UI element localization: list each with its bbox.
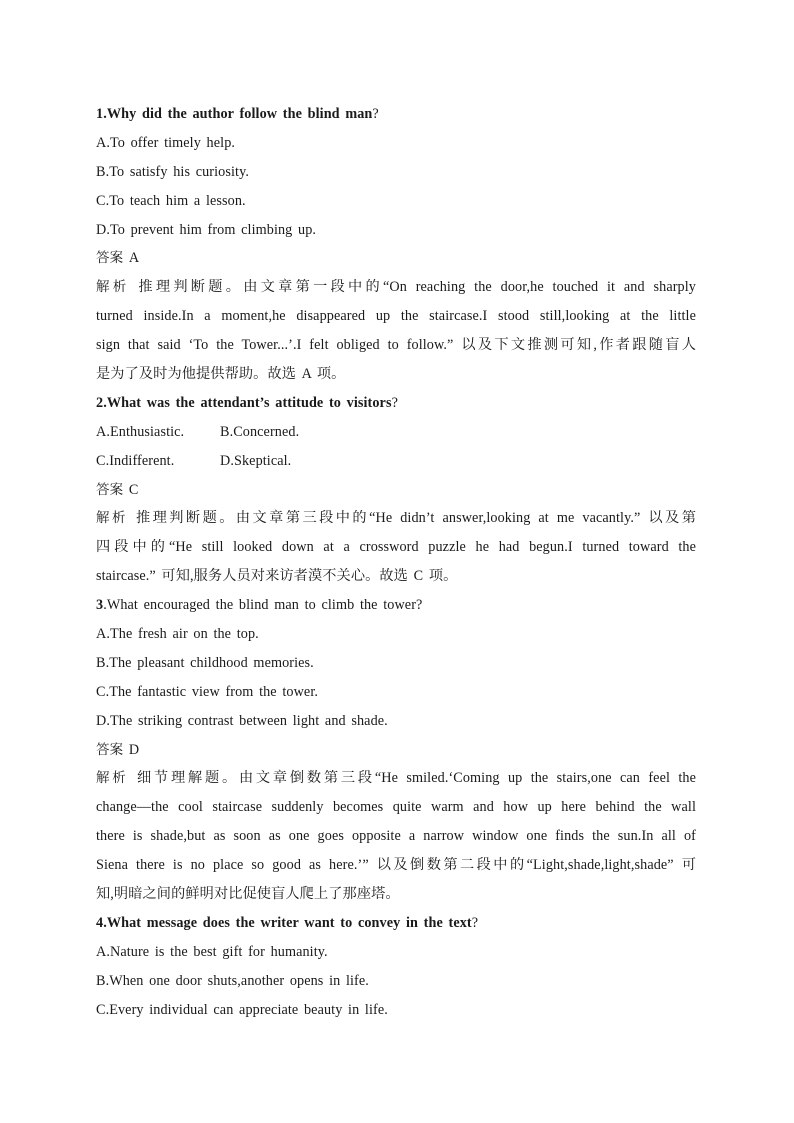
q1-analysis-line: 是为了及时为他提供帮助。故选 A 项。 (96, 366, 346, 383)
q1-option-d: D.To prevent him from climbing up. (96, 221, 317, 238)
q2-option-d: D.Skeptical. (220, 452, 292, 469)
q2-option-b: B.Concerned. (220, 423, 300, 440)
q1-analysis-line: sign that said ‘To the Tower...’.I felt obliged to follow.” 以及下文推测可知,作者跟随盲人 (96, 337, 696, 354)
q2-analysis-line: 解析 推理判断题。由文章第三段中的“He didn’t answer,looking at me vacantly.” 以及第 (96, 510, 696, 527)
question-4: 4.What message does the writer want to convey in the text? (96, 914, 479, 931)
q1-analysis-line: 解析 推理判断题。由文章第一段中的“On reaching the door,he touched it and sharply (96, 279, 696, 296)
answer-label: 答案 (96, 481, 124, 498)
question-content (96, 100, 696, 1025)
q3-analysis-line: 解析 细节理解题。由文章倒数第三段“He smiled.‘Coming up the stairs,one can feel the (96, 770, 697, 787)
q3-analysis-line: there is shade,but as soon as one goes opposite a narrow window one finds the sun.In all of (96, 828, 696, 845)
analysis-label: 解析 (96, 770, 129, 787)
q2-analysis-line: 四段中的“He still looked down at a crossword puzzle he had begun.I turned toward the (96, 539, 696, 556)
q4-option-b: B.When one door shuts,another opens in life. (96, 972, 369, 989)
q1-option-b: B.To satisfy his curiosity. (96, 163, 249, 180)
question-2: 2.What was the attendant’s attitude to visitors? (96, 394, 398, 411)
q4-option-c: C.Every individual can appreciate beauty in life. (96, 1001, 388, 1018)
analysis-label: 解析 (96, 510, 128, 527)
q2-option-c: C.Indifferent. (96, 452, 175, 469)
q2-analysis-line: staircase.” 可知,服务人员对来访者漠不关心。故选 C 项。 (96, 568, 458, 585)
q3-option-d: D.The striking contrast between light and shade. (96, 712, 388, 729)
q1-analysis-line: turned inside.In a moment,he disappeared up the staircase.I stood still,looking at the little (96, 308, 696, 325)
q2-answer (96, 476, 696, 505)
q3-analysis-line: change—the cool staircase suddenly becomes quite warm and how up here behind the wall (96, 799, 696, 816)
q1-option-c: C.To teach him a lesson. (96, 192, 246, 209)
q3-answer (96, 736, 696, 765)
analysis-label: 解析 (96, 279, 130, 296)
q4-option-a: A.Nature is the best gift for humanity. (96, 943, 328, 960)
q3-analysis-line: 知,明暗之间的鲜明对比促使盲人爬上了那座塔。 (96, 886, 400, 903)
q3-option-c: C.The fantastic view from the tower. (96, 683, 319, 700)
answer-label: 答案 (96, 250, 124, 267)
q2-options-row (96, 418, 696, 447)
q1-answer (96, 244, 696, 273)
question-3: 3.What encouraged the blind man to climb the tower? (96, 597, 423, 614)
q3-option-a: A.The fresh air on the top. (96, 626, 259, 643)
q2-options-row (96, 447, 696, 476)
answer-value: A (128, 250, 140, 267)
answer-value: D (128, 741, 140, 758)
question-1: 1.Why did the author follow the blind man? (96, 106, 379, 122)
answer-value: C (128, 481, 139, 498)
q1-option-a: A.To offer timely help. (96, 134, 236, 151)
q3-option-b: B.The pleasant childhood memories. (96, 654, 314, 671)
q2-option-a: A.Enthusiastic. (96, 423, 185, 440)
q3-analysis-line: Siena there is no place so good as here.’” 以及倒数第二段中的“Light,shade,light,shade” 可 (96, 857, 696, 874)
answer-label: 答案 (96, 741, 124, 758)
